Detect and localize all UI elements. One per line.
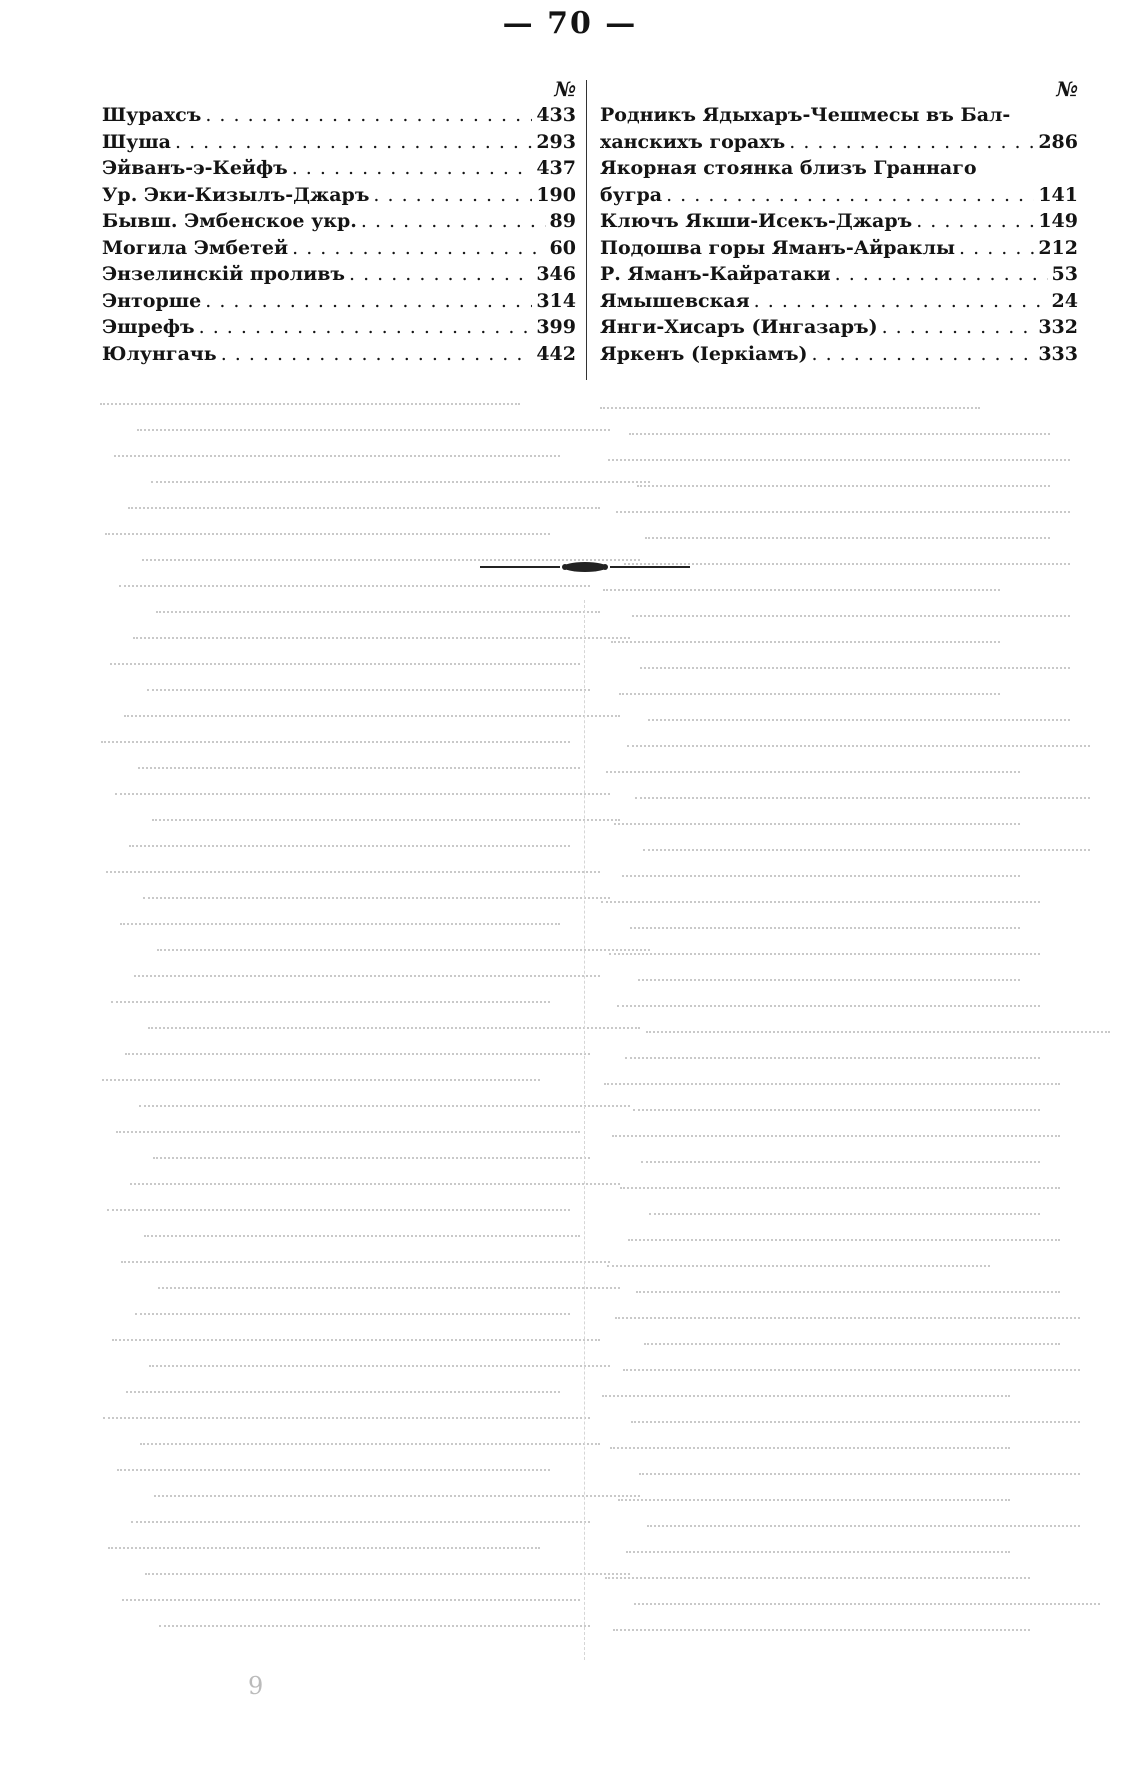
entry-number: 437 <box>536 157 576 179</box>
dot-leader <box>221 341 533 368</box>
dot-leader <box>292 235 545 262</box>
show-through-line <box>103 1417 590 1421</box>
show-through-line <box>637 485 1050 489</box>
entry-number: 293 <box>536 130 576 153</box>
show-through-line <box>116 1131 580 1135</box>
show-through-line <box>619 693 1000 697</box>
index-entry <box>600 288 1078 315</box>
show-through-line <box>641 1161 1040 1165</box>
show-through-line <box>605 1577 1030 1581</box>
show-through-line <box>142 559 640 563</box>
index-entry <box>600 341 1078 368</box>
dot-leader <box>835 261 1048 288</box>
index-entry <box>600 235 1078 262</box>
show-through-line <box>110 663 580 667</box>
show-through-line <box>616 511 1070 515</box>
show-through-background <box>100 395 1080 1655</box>
entry-name: Эшрефъ <box>102 316 195 338</box>
show-through-line <box>626 1551 1010 1555</box>
show-through-line <box>148 1027 640 1031</box>
entry-name: Эйванъ-э-Кейфъ <box>102 157 288 179</box>
show-through-line <box>649 1213 1040 1217</box>
index-column-right <box>600 76 1078 367</box>
show-through-line <box>125 1053 590 1057</box>
dot-leader <box>882 314 1035 341</box>
show-through-line <box>111 1001 550 1005</box>
show-through-line <box>107 1209 570 1213</box>
entry-number: 141 <box>1038 183 1078 206</box>
show-through-line <box>600 407 980 411</box>
show-through-line <box>603 589 1000 593</box>
show-through-line <box>601 901 1040 905</box>
show-through-mark: 9 <box>248 1672 264 1700</box>
index-entry <box>102 314 576 341</box>
show-through-line <box>609 953 1040 957</box>
show-through-line <box>153 1157 590 1161</box>
show-through-line <box>106 871 600 875</box>
index-entry <box>102 182 576 209</box>
index-entry <box>102 341 576 368</box>
entry-number: 89 <box>549 210 576 232</box>
show-through-line <box>149 1365 610 1369</box>
index-entry <box>600 129 1078 156</box>
index-entry <box>600 261 1078 288</box>
index-entry <box>102 155 576 182</box>
dot-leader <box>373 182 532 209</box>
dot-leader <box>205 288 532 315</box>
entry-name: Ключъ Якши-Исекъ-Джаръ <box>600 210 913 232</box>
show-through-line <box>126 1391 560 1395</box>
show-through-line <box>647 1525 1080 1529</box>
index-entry <box>600 182 1078 209</box>
show-through-line <box>112 1339 600 1343</box>
index-entry <box>600 314 1078 341</box>
index-entry <box>102 129 576 156</box>
entry-number: 190 <box>536 183 576 206</box>
show-through-line <box>639 1473 1080 1477</box>
number-header-right: № <box>1056 77 1078 101</box>
show-through-line <box>145 1573 630 1577</box>
dot-leader <box>754 288 1048 315</box>
show-through-line <box>608 459 1070 463</box>
show-through-line <box>108 1547 540 1551</box>
dot-leader <box>199 314 533 341</box>
show-through-line <box>101 741 570 745</box>
show-through-line <box>630 927 1020 931</box>
show-through-line <box>613 1629 1030 1633</box>
show-through-line <box>624 563 1070 567</box>
column-divider <box>586 80 587 380</box>
show-through-line <box>140 1443 600 1447</box>
index-entry <box>600 155 1078 182</box>
show-through-line <box>119 585 590 589</box>
show-through-line <box>129 845 570 849</box>
show-through-line <box>610 1447 1010 1451</box>
show-through-line <box>644 1343 1060 1347</box>
entry-number: 149 <box>1038 210 1078 232</box>
entry-number: 286 <box>1038 130 1078 153</box>
entry-name: ханскихъ горахъ <box>600 130 786 153</box>
show-through-line <box>124 715 620 719</box>
entry-name: Якорная стоянка близъ Граннаго <box>600 157 977 179</box>
show-through-line <box>105 533 550 537</box>
entry-name: бугра <box>600 183 663 206</box>
show-through-line <box>134 975 600 979</box>
show-through-line <box>139 1105 630 1109</box>
number-header-left: № <box>554 77 576 101</box>
show-through-line <box>640 667 1070 671</box>
show-through-line <box>623 1369 1080 1373</box>
show-through-line <box>158 1287 620 1291</box>
show-through-line <box>117 1469 550 1473</box>
show-through-line <box>614 823 1020 827</box>
show-through-line <box>115 793 610 797</box>
entry-name: Шурахсъ <box>102 104 202 126</box>
entry-number: 442 <box>536 342 576 365</box>
entry-number: 24 <box>1051 289 1078 312</box>
dot-leader <box>292 155 533 182</box>
entry-name: Подошва горы Яманъ-Айраклы <box>600 236 956 259</box>
entry-number: 314 <box>536 289 576 312</box>
entry-name: Могила Эмбетей <box>102 236 289 259</box>
show-through-line <box>615 1317 1080 1321</box>
show-through-line <box>154 1495 640 1499</box>
show-through-line <box>152 819 620 823</box>
show-through-line <box>611 641 1000 645</box>
show-through-line <box>618 1499 1010 1503</box>
show-through-line <box>138 767 580 771</box>
show-through-line <box>122 1599 580 1603</box>
entry-name: Ямышевская <box>600 289 750 312</box>
show-through-line <box>622 875 1020 879</box>
show-through-line <box>157 949 650 953</box>
show-through-line <box>632 615 1070 619</box>
entry-name: Шуша <box>102 130 171 153</box>
index-entry <box>102 102 576 129</box>
index-column-left <box>102 76 576 367</box>
entry-number: 399 <box>536 316 576 338</box>
index-entry <box>102 261 576 288</box>
show-through-line <box>634 1603 1100 1607</box>
show-through-line <box>604 1083 1060 1087</box>
entry-name: Юлунгачь <box>102 342 217 365</box>
entry-number: 53 <box>1051 263 1078 285</box>
show-through-line <box>130 1183 620 1187</box>
entry-number: 333 <box>1038 342 1078 365</box>
show-through-line <box>631 1421 1080 1425</box>
show-through-line <box>131 1521 590 1525</box>
show-through-line <box>620 1187 1060 1191</box>
show-through-line <box>625 1057 1040 1061</box>
dot-leader <box>666 182 1034 209</box>
page-number: — 70 — <box>502 6 638 41</box>
entry-number: 60 <box>549 236 576 259</box>
show-through-line <box>120 923 560 927</box>
show-through-line <box>128 507 600 511</box>
show-through-line <box>159 1625 590 1629</box>
show-through-line <box>648 719 1070 723</box>
show-through-line <box>645 537 1050 541</box>
show-through-line <box>643 849 1090 853</box>
index-entry <box>102 235 576 262</box>
dot-leader <box>789 129 1034 156</box>
show-through-line <box>607 1265 990 1269</box>
show-through-line <box>627 745 1090 749</box>
show-through-line <box>612 1135 1060 1139</box>
entry-number: 346 <box>536 263 576 285</box>
index-table <box>102 76 1078 376</box>
show-through-line <box>628 1239 1060 1243</box>
entry-name: Родникъ Ядыхаръ-Чешмесы въ Бал- <box>600 104 1011 126</box>
dot-leader <box>175 129 532 156</box>
show-through-line <box>100 403 520 407</box>
dot-leader <box>812 341 1035 368</box>
dot-leader <box>959 235 1034 262</box>
index-entry <box>102 208 576 235</box>
entry-number: 212 <box>1038 236 1078 259</box>
entry-name: Энторше <box>102 289 202 312</box>
show-through-line <box>638 979 1020 983</box>
show-through-column-rule <box>584 600 585 1660</box>
show-through-line <box>135 1313 570 1317</box>
show-through-line <box>633 1109 1040 1113</box>
show-through-line <box>144 1235 580 1239</box>
show-through-line <box>602 1395 1010 1399</box>
dot-leader <box>916 208 1034 235</box>
show-through-line <box>635 797 1090 801</box>
entry-name: Яркенъ (Іеркіамъ) <box>600 342 808 365</box>
entry-name: Ур. Эки-Кизылъ-Джаръ <box>102 183 370 206</box>
dot-leader <box>361 208 546 235</box>
show-through-line <box>147 689 590 693</box>
show-through-line <box>156 611 600 615</box>
show-through-line <box>617 1005 1040 1009</box>
show-through-line <box>143 897 610 901</box>
entry-number: 433 <box>536 104 576 126</box>
dot-leader <box>205 102 532 129</box>
entry-name: Энзелинскій проливъ <box>102 263 345 285</box>
entry-name: Р. Яманъ-Кайратаки <box>600 263 831 285</box>
show-through-line <box>636 1291 1060 1295</box>
show-through-line <box>629 433 1050 437</box>
show-through-line <box>133 637 630 641</box>
show-through-line <box>121 1261 610 1265</box>
index-entry <box>102 288 576 315</box>
show-through-line <box>114 455 560 459</box>
entry-name: Янги-Хисаръ (Ингазаръ) <box>600 316 878 338</box>
entry-name: Бывш. Эмбенское укр. <box>102 210 357 232</box>
dot-leader <box>349 261 532 288</box>
index-entry <box>600 208 1078 235</box>
entry-number: 332 <box>1038 316 1078 338</box>
show-through-line <box>137 429 610 433</box>
show-through-line <box>102 1079 540 1083</box>
show-through-line <box>646 1031 1110 1035</box>
show-through-line <box>151 481 650 485</box>
show-through-line <box>606 771 1020 775</box>
index-entry <box>600 102 1078 129</box>
